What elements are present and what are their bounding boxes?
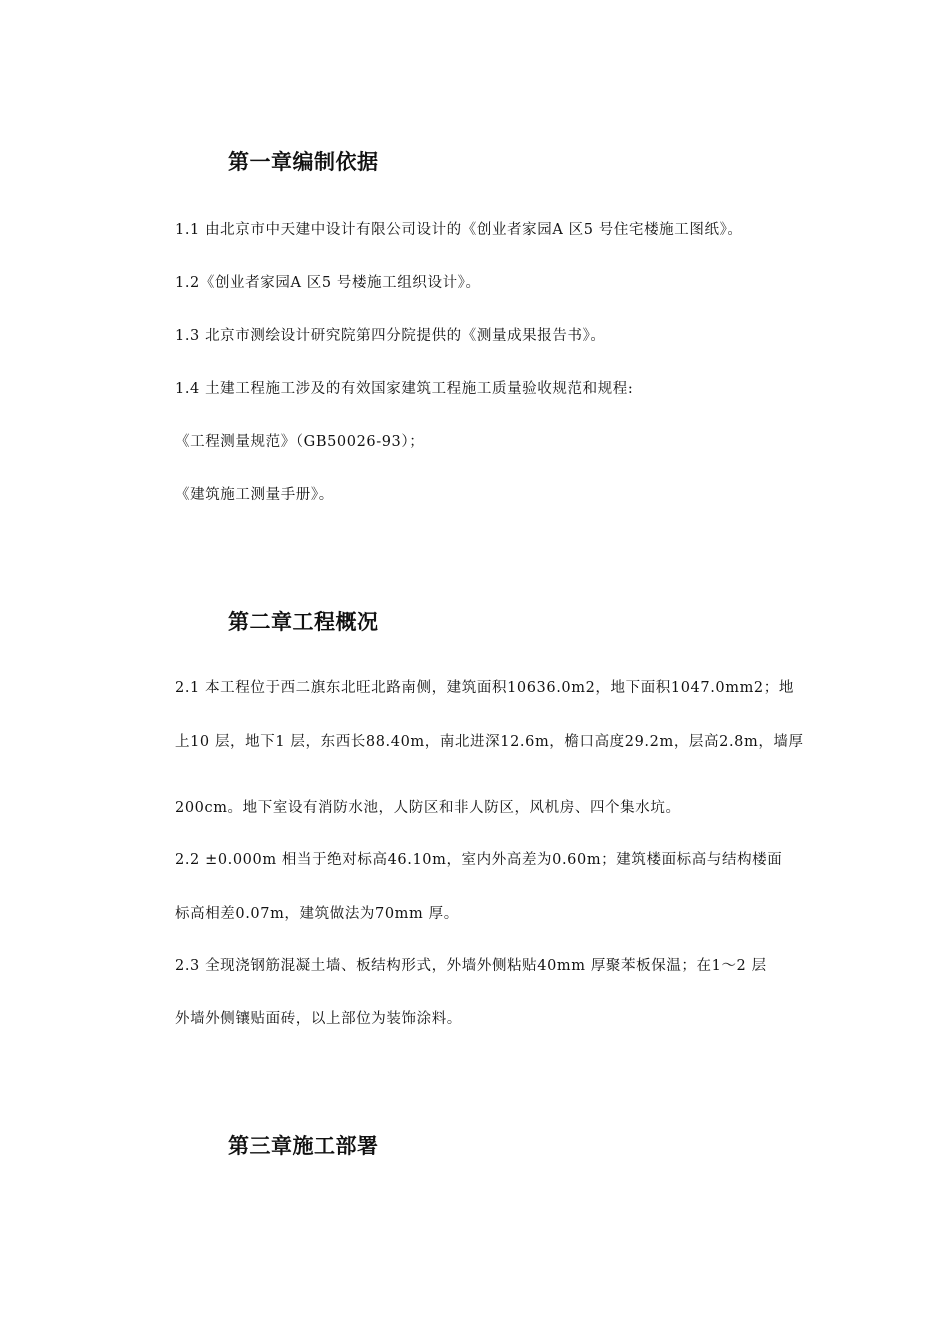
paragraph-1-2: 1.2《创业者家园A 区5 号楼施工组织设计》。 [175,275,481,291]
paragraph-2-2-line-1: 2.2 ±0.000m 相当于绝对标高46.10m，室内外高差为0.60m；建筑楼面标高与结构楼面 [175,852,783,868]
paragraph-2-3-line-1: 2.3 全现浇钢筋混凝土墙、板结构形式，外墙外侧粘贴40mm 厚聚苯板保温；在1～2 层 [175,958,767,974]
chapter-2-title: 第二章工程概况 [228,610,379,634]
chapter-3-title: 第三章施工部署 [228,1134,379,1158]
paragraph-1-1: 1.1 由北京市中天建中设计有限公司设计的《创业者家园A 区5 号住宅楼施工图纸》。 [175,222,743,238]
paragraph-2-1-line-2: 上10 层，地下1 层，东西长88.40m，南北进深12.6m，檐口高度29.2m，层高2.8m，墙厚 [175,734,804,750]
chapter-1-title: 第一章编制依据 [228,150,379,174]
paragraph-2-2-line-2: 标高相差0.07m，建筑做法为70mm 厚。 [175,906,459,922]
paragraph-1-4: 1.4 土建工程施工涉及的有效国家建筑工程施工质量验收规范和规程: [175,381,634,397]
reference-item-2: 《建筑施工测量手册》。 [175,487,334,503]
paragraph-2-1-line-3: 200cm。地下室设有消防水池，人防区和非人防区，风机房、四个集水坑。 [175,800,681,816]
paragraph-1-3: 1.3 北京市测绘设计研究院第四分院提供的《测量成果报告书》。 [175,328,606,344]
paragraph-2-3-line-2: 外墙外侧镶贴面砖，以上部位为装饰涂料。 [175,1011,462,1027]
paragraph-2-1-line-1: 2.1 本工程位于西二旗东北旺北路南侧，建筑面积10636.0m2，地下面积1047.0mm2；地 [175,680,794,696]
reference-item-1: 《工程测量规范》（GB50026-93）； [175,434,425,450]
